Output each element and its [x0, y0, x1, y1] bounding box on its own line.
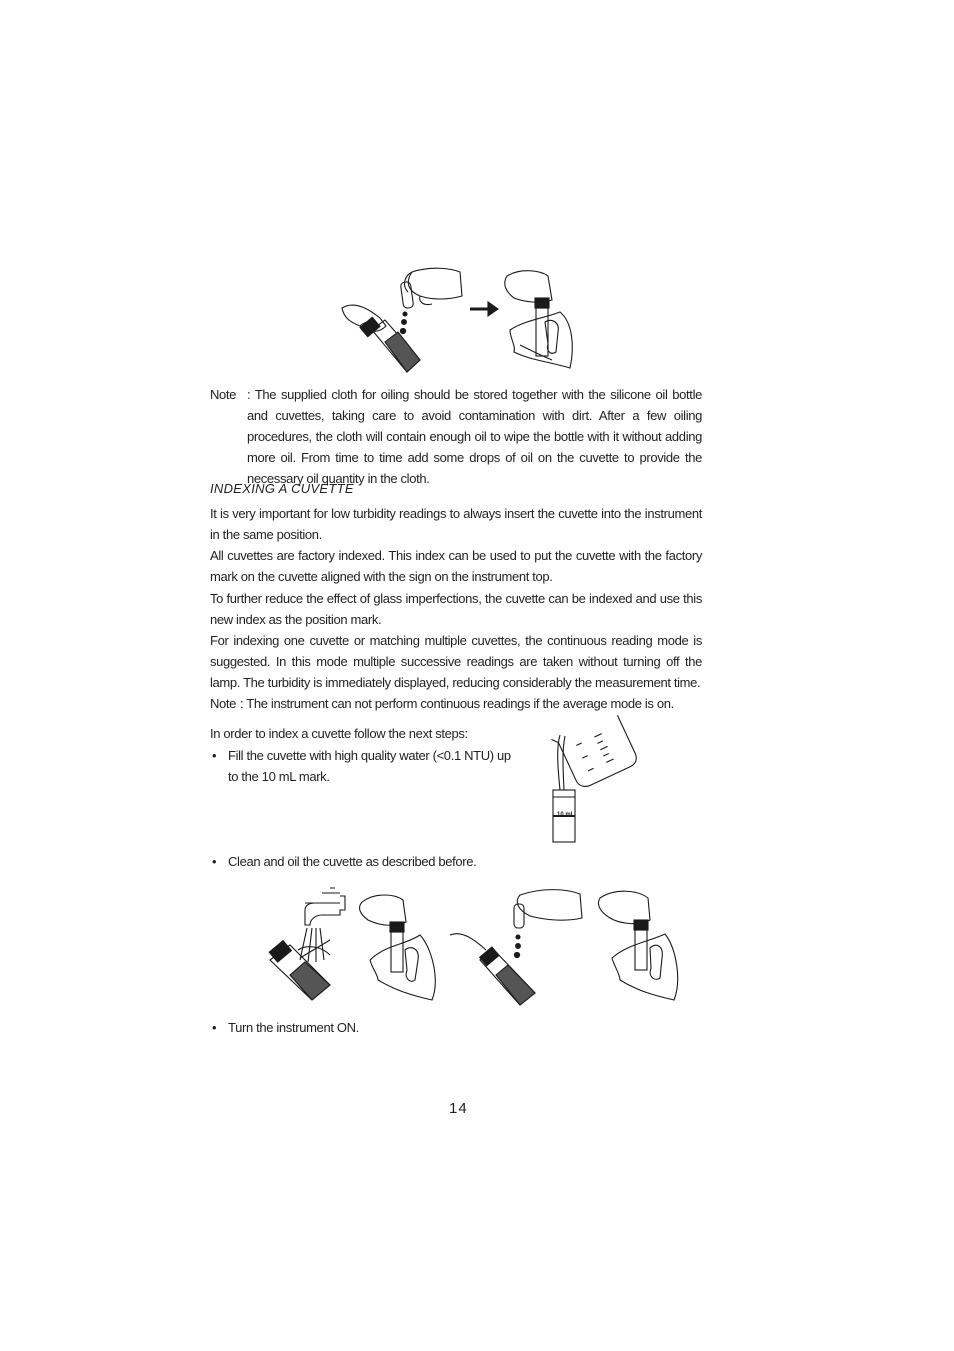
faucet-rinse-figure	[269, 888, 345, 1000]
bullet-1-text: Fill the cuvette with high quality water (<0.1 NTU) up to the 10 mL mark.	[228, 748, 511, 784]
page-number: 14	[449, 1100, 468, 1117]
paragraph-4: For indexing one cuvette or matching multiple cuvettes, the continuous reading mode is suggested. In this mode multiple successive readings are taken without turning off the lamp. The turbidity is immediately displayed, reducing considerably the measurement time.	[210, 633, 702, 690]
paragraph-2: All cuvettes are factory indexed. This index can be used to put the cuvette with the factory mark on the cuvette aligned with the sign on the instrument top.	[210, 548, 702, 584]
cloth-wipe-figure-2	[598, 891, 677, 1000]
bullet-marker: •	[212, 748, 217, 763]
note2-body: : The instrument can not perform continuous readings if the average mode is on.	[240, 696, 674, 711]
paragraph-3: To further reduce the effect of glass imperfections, the cuvette can be indexed and use this new index as the position mark.	[210, 591, 702, 627]
steps-intro: In order to index a cuvette follow the next steps:	[210, 726, 468, 741]
note-body: : The supplied cloth for oiling should be stored together with the silicone oil bottle and cuvettes, taking care to avoid contamination with dirt. After a few oiling procedures, the cloth will contain enough oil to wipe the bottle with it without adding more oil. From time to time add some drops of oil on the cuvette to provide the necessary oil quantity in the cloth.	[247, 387, 702, 486]
bullet-3-text: Turn the instrument ON.	[228, 1020, 359, 1035]
bullet-marker: •	[212, 854, 217, 869]
bullet-marker: •	[212, 1020, 217, 1035]
section-heading: INDEXING A CUVETTE	[210, 481, 354, 496]
cloth-wipe-figure-1	[360, 895, 436, 1000]
note-label: Note	[210, 387, 237, 402]
note2-label: Note	[210, 696, 237, 711]
bullet-2-text: Clean and oil the cuvette as described before.	[228, 854, 477, 869]
paragraph-1: It is very important for low turbidity readings to always insert the cuvette into the instrument in the same position.	[210, 506, 702, 542]
oil-dropper-figure	[450, 890, 582, 1005]
cuvette-mark-label: 10 mL	[557, 812, 575, 818]
